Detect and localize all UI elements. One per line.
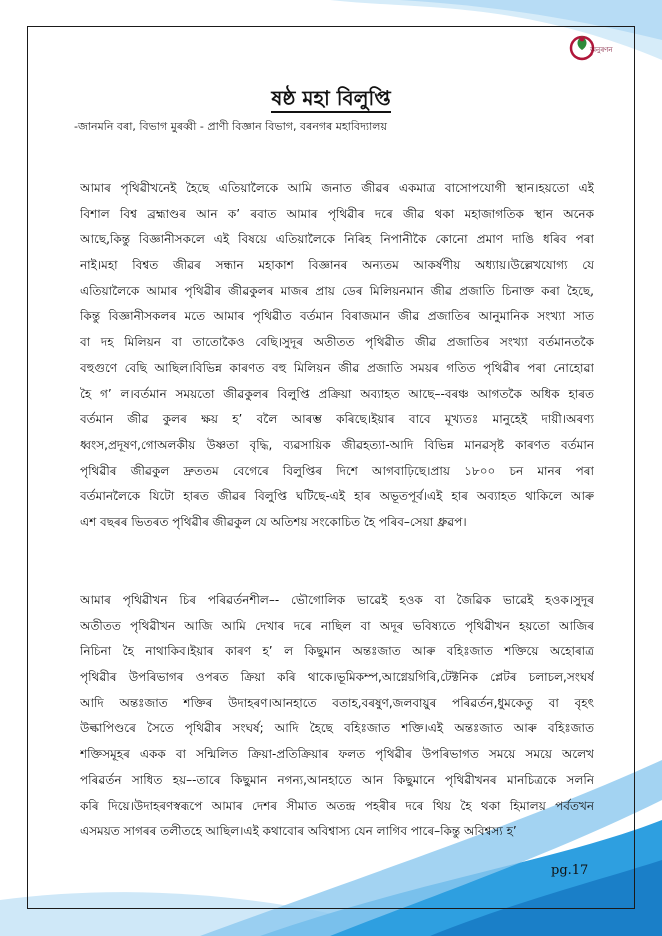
author-byline: -জানমনি বৰা, বিভাগ মুৰব্বী - প্ৰাণী বিজ্ঞান বিভাগ, বৰনগৰ মহাবিদ্যালয় bbox=[74, 120, 387, 133]
paragraph-1 bbox=[80, 176, 594, 536]
text-line: আদি অন্তঃজাত শক্তিৰ উদাহৰণ।আনহাতে বতাহ,বৰষুণ,জলবায়ুৰ পৰিৱৰ্তন,ধুমকেতু বা বৃহৎ bbox=[80, 695, 594, 710]
text-line: কৰি দিয়ে।উদাহৰণস্বৰূপে আমাৰ দেশৰ সীমাত অতন্দ্ৰ পহৰীৰ দৰে থিয় হৈ থকা হিমালয় পৰ্বতখন bbox=[80, 798, 594, 813]
text-line: এতিয়ালৈকে আমাৰ পৃথিৱীৰ জীৱকুলৰ মাজৰ প্ৰায় ডেৰ মিলিয়নমান জীৱ প্ৰজাতি চিনাক্ত কৰা হৈছে, bbox=[80, 283, 594, 298]
text-line: এশ বছৰৰ ভিতৰত পৃথিৱীৰ জীৱকুল যে অতিশয় সংকোচিত হৈ পৰিব–সেয়া ধ্ৰুৱপ। bbox=[80, 514, 467, 529]
logo-wordmark: অনুৰণন bbox=[590, 46, 613, 54]
text-line: পৰিৱৰ্তন সাধিত হয়–-তাৰে কিছুমান নগন্য,আনহাতে আন কিছুমানে পৃথিৱীখনৰ মানচিত্ৰকে সলনি bbox=[80, 772, 594, 787]
text-line: বহুগুণে বেছি আছিল।বিভিন্ন কাৰণত বহু মিলিয়ন জীৱ প্ৰজাতি সময়ৰ গতিত পৃথিৱীৰ পৰা নোহোৱা bbox=[80, 360, 594, 375]
text-line: বৰ্তমান জীৱ কুলৰ ক্ষয় হ’ বলৈ আৰম্ভ কৰিছে।ইয়াৰ বাবে মূখ্যতঃ মানুহেই দায়ী।অৰণ্য bbox=[80, 412, 594, 427]
text-line: কিন্তু বিজ্ঞানীসকলৰ মতে আমাৰ পৃথিৱীত বৰ্তমান বিৰাজমান জীৱ প্ৰজাতিৰ আনুমানিক সংখ্যা সাত bbox=[80, 309, 594, 324]
text-line: উল্কাপিণ্ডৰে সৈতে পৃথিৱীৰ সংঘৰ্ষ; আদি হৈছে বহিঃজাত শক্তি।এই অন্তঃজাত আৰু বহিঃজাত bbox=[80, 721, 594, 736]
text-line: বৰ্তমানলৈকে যিটো হাৰত জীৱৰ বিলুপ্তি ঘটিছে-এই হাৰ অভূতপূৰ্ব।এই হাৰ অব্যাহত থাকিলে আৰু bbox=[80, 489, 594, 504]
text-line: অতীতত পৃথিৱীখন আজি আমি দেখাৰ দৰে নাছিল বা অদূৰ ভবিষ্যতে পৃথিৱীখন হয়তো আজিৰ bbox=[80, 618, 594, 633]
text-line: বা দহ মিলিয়ন বা তাতোকৈও বেছি।সুদূৰ অতীতত পৃথিৱীত জীৱ প্ৰজাতিৰ সংখ্যা বৰ্তমানতকৈ bbox=[80, 335, 594, 350]
article-title bbox=[0, 84, 662, 117]
text-line: নাই।মহা বিশ্বত জীৱৰ সন্ধান মহাকাশ বিজ্ঞানৰ অন্যতম আকৰ্ষণীয় অধ্যায়।উল্লেখযোগ্য যে bbox=[80, 258, 594, 273]
text-line: আমাৰ পৃথিৱীখন চিৰ পৰিৱৰ্তনশীল–- ভৌগোলিক ভাৱেই হওক বা জৈৱিক ভাৱেই হওক।সুদূৰ bbox=[80, 593, 594, 607]
page-number: pg.17 bbox=[551, 863, 589, 878]
text-line: আমাৰ পৃথিৱীখনেই হৈছে এতিয়ালৈকে আমি জনাত জীৱৰ একমাত্ৰ বাসোপযোগী স্থান।হয়তো এই bbox=[80, 181, 594, 195]
text-line: এসময়ত সাগৰৰ তলীতহে আছিল।এই কথাবোৰ অবিশ্বাস্য যেন লাগিব পাৰে–কিন্তু অবিশ্বস্য হ’ bbox=[80, 824, 517, 839]
text-line: আছে,কিন্তু বিজ্ঞানীসকলে এই বিষয়ে এতিয়ালৈকে নিৰিহ নিপানীকৈ কোনো প্ৰমাণ দাঙি ধৰিব পৰা bbox=[80, 232, 594, 247]
text-line: হৈ গ’ ল।বৰ্তমান সময়তো জীৱকুলৰ বিলুপ্তি প্ৰক্ৰিয়া অব্যাহত আছে–-বৰঞ্চ আগতকৈ অধিক হাৰত bbox=[80, 386, 594, 401]
text-line: ধ্বংস,প্ৰদূষণ,গোঅলকীয় উষ্ণতা বৃদ্ধি, ব্যৱসায়িক জীৱহত্যা-আদি বিভিন্ন মানৱসৃষ্ট কাৰণত বৰ্তমান bbox=[80, 437, 594, 452]
text-line: নিচিনা হৈ নাথাকিব।ইয়াৰ কাৰণ হ’ ল কিছুমান অন্তঃজাত আৰু বহিঃজাত শক্তিয়ে অহোৰাত্ৰ bbox=[80, 644, 594, 659]
paragraph-2 bbox=[80, 588, 594, 845]
text-line: বিশাল বিশ্ব ব্ৰহ্মাণ্ডৰ আন ক’ ৰবাত আমাৰ পৃথিৱীৰ দৰে জীৱ থকা মহাজাগতিক স্থান অনেক bbox=[80, 206, 594, 221]
text-line: পৃথিৱীৰ উপৰিভাগৰ ওপৰত ক্ৰিয়া কৰি থাকে।ভূমিকম্প,আগ্নেয়গিৰি,টেক্টনিক প্লেটৰ চলাচল,সংঘৰ্ষ bbox=[80, 670, 594, 685]
text-line: পৃথিৱীৰ জীৱকুল দ্ৰুততম বেগেৰে বিলুপ্তিৰ দিশে আগবাঢ়িছে।প্ৰায় ১৮০০ চন মানৰ পৰা bbox=[80, 463, 594, 478]
text-line: শক্তিসমূহৰ একক বা সন্মিলিত ক্ৰিয়া-প্ৰতিক্ৰিয়াৰ ফলত পৃথিৱীৰ উপৰিভাগত সময়ে সময়ে অলেখ bbox=[80, 747, 594, 762]
article-title-text: ষষ্ঠ মহা বিলুপ্তি bbox=[271, 86, 390, 113]
